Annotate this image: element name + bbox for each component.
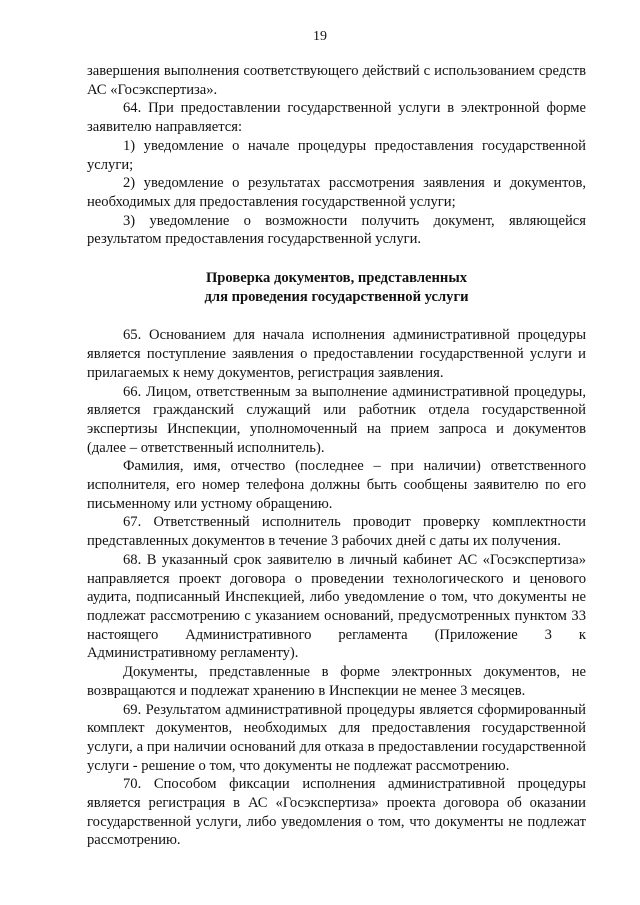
paragraph: Фамилия, имя, отчество (последнее – при наличии) ответственного исполнителя, его номер телефона должны быть сообщены заявителю по его письменному или устному обращению. (87, 458, 586, 512)
paragraph: 70. Способом фиксации исполнения административной процедуры является регистрация в АС «Госэкспертиза» проекта договора об оказании государственной услуги, либо уведомления о том, что документы не подлежат рассмотрению. (87, 776, 586, 849)
paragraph: 68. В указанный срок заявителю в личный кабинет АС «Госэкспертиза» направляется проект договора о проведении технологического и ценового аудита, подписанный Инспекцией, либо уведомление о том, что документы не подлежат рассмотрению с указанием оснований, предусмотренных пунктом 33 настоящего Административного регламента (Приложение 3 к Административному регламенту). (87, 551, 586, 662)
paragraph: 65. Основанием для начала исполнения административной процедуры является поступление заявления о предоставлении государственной услуги и прилагаемых к нему документов, регистрация заявления. (87, 327, 586, 381)
paragraph: 2) уведомление о результатах рассмотрения заявления и документов, необходимых для предоставления государственной услуги; (87, 175, 586, 210)
section-heading-line-2: для проведения государственной услуги (204, 288, 469, 305)
paragraph: Документы, представленные в форме электронных документов, не возвращаются и подлежат хранению в Инспекции не менее 3 месяцев. (87, 664, 586, 699)
paragraph: 66. Лицом, ответственным за выполнение административной процедуры, является гражданский служащий или работник отдела государственной экспертизы Инспекции, уполномоченный на прием запроса и документов (далее – ответственный исполнитель). (87, 383, 586, 456)
section-after-heading (87, 326, 586, 850)
document-body (87, 62, 586, 850)
paragraph: 1) уведомление о начале процедуры предоставления государственной услуги; (87, 137, 586, 173)
section-heading-line-1: Проверка документов, представленных (205, 270, 468, 287)
paragraph: завершения выполнения соответствующего действий с использованием средств АС «Госэкспертиза». (87, 63, 586, 98)
paragraph: 69. Результатом административной процедуры является сформированный комплект документов, необходимых для предоставления государственной услуги, а при наличии оснований для отказа в предоставлении государственной услуги - решение о том, что документы не подлежат рассмотрению. (87, 701, 586, 774)
paragraph: 64. При предоставлении государственной услуги в электронной форме заявителю направляется: (87, 100, 586, 136)
paragraph: 67. Ответственный исполнитель проводит проверку комплектности представленных документов в течение 3 рабочих дней с даты их получения. (87, 514, 586, 550)
section-before-heading (87, 62, 586, 249)
page-number: 19 (313, 29, 327, 44)
section-heading (87, 249, 586, 326)
paragraph: 3) уведомление о возможности получить документ, являющейся результатом предоставления государственной услуги. (87, 212, 586, 248)
